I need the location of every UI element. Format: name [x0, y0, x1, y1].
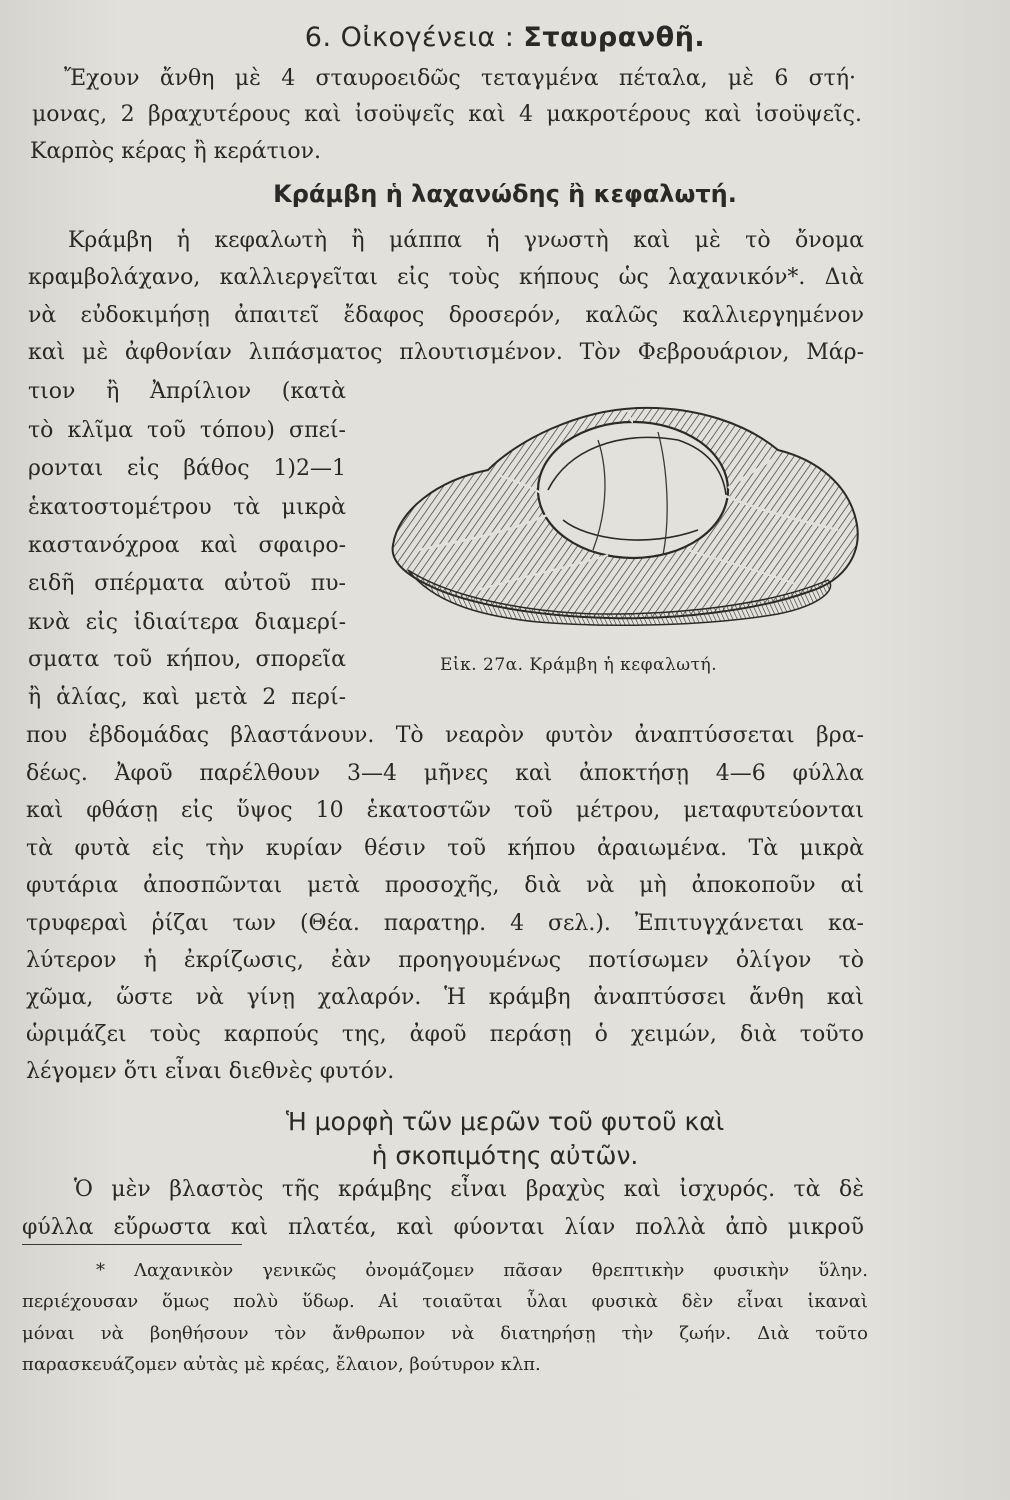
body-line: δέως. Ἀφοῦ παρέλθουν 3—4 μῆνες καὶ ἀποκτήσῃ 4—6 φύλλα: [26, 761, 864, 786]
column-line: κνὰ εἰς ἰδιαίτερα διαμερί-: [28, 610, 346, 635]
body-line: λέγομεν ὅτι εἶναι διεθνὲς φυτόν.: [26, 1059, 395, 1084]
footnote-line: περιέχουσαν ὅμως πολὺ ὕδωρ. Αἱ τοιαῦται ὗλαι φυσικὰ δὲν εἶναι ἱκαναὶ: [22, 1291, 868, 1312]
body-line: που ἑβδομάδας βλαστάνουν. Τὸ νεαρὸν φυτὸν ἀναπτύσσεται βρα-: [26, 723, 864, 748]
body-line: Κράμβη ἡ κεφαλωτὴ ἢ μάππα ἡ γνωστὴ καὶ μὲ τὸ ὄνομα: [68, 228, 864, 253]
body-line: καὶ μὲ ἀφθονίαν λιπάσματος πλουτισμένον. Τὸν Φεβρουάριον, Μάρ-: [28, 340, 864, 365]
intro-line: Καρπὸς κέρας ἢ κεράτιον.: [30, 139, 322, 164]
body-line: τρυφεραὶ ῥίζαι των (Θέα. παρατηρ. 4 σελ.). Ἐπιτυγχάνεται κα-: [26, 911, 864, 936]
family-heading-name: Σταυρανθῆ.: [523, 22, 706, 53]
body-line: Ὁ μὲν βλαστὸς τῆς κράμβης εἶναι βραχὺς καὶ ἰσχυρός. τὰ δὲ: [74, 1177, 864, 1202]
column-line: σματα τοῦ κήπου, σπορεῖα: [28, 647, 346, 672]
intro-line: μονας, 2 βραχυτέρους καὶ ἰσοϋψεῖς καὶ 4 μακροτέρους καὶ ἰσοϋψεῖς.: [32, 102, 862, 127]
section-heading-line: ἡ σκοπιμότης αὐτῶν.: [371, 1141, 639, 1170]
body-line: λύτερον ἡ ἐκρίζωσις, ἐὰν προηγουμένως ποτίσωμεν ὀλίγον τὸ: [26, 948, 864, 973]
cabbage-illustration: [378, 370, 868, 650]
column-line: ἑκατοστομέτρου τὰ μικρὰ: [28, 495, 346, 520]
body-line: καὶ φθάσῃ εἰς ὕψος 10 ἑκατοστῶν τοῦ μέτρου, μεταφυτεύονται: [26, 798, 864, 823]
section-heading-line: Ἡ μορφὴ τῶν μερῶν τοῦ φυτοῦ καὶ: [285, 1107, 725, 1136]
footnote-line: μόναι νὰ βοηθήσουν τὸν ἄνθρωπον νὰ διατηρήσῃ τὴν ζωήν. Διὰ τοῦτο: [22, 1323, 868, 1344]
family-heading-prefix: 6. Οἰκογένεια :: [304, 22, 515, 53]
subheading: Κράμβη ἡ λαχανώδης ἢ κεφαλωτή.: [273, 180, 737, 208]
body-line: φύλλα εὔρωστα καὶ πλατέα, καὶ φύονται λίαν πολλὰ ἀπὸ μικροῦ: [22, 1215, 864, 1240]
column-line: τὸ κλῖμα τοῦ τόπου) σπεί-: [28, 418, 346, 443]
footnote-line: παρασκευάζομεν αὐτὰς μὲ κρέας, ἔλαιον, βούτυρον κλπ.: [22, 1354, 541, 1375]
family-heading: [0, 22, 1010, 53]
body-line: τὰ φυτὰ εἰς τὴν κυρίαν θέσιν τοῦ κήπου ἀραιωμένα. Τὰ μικρὰ: [26, 836, 864, 861]
column-line: καστανόχροα καὶ σφαιρο-: [28, 533, 346, 558]
body-line: φυτάρια ἀποσπῶνται μετὰ προσοχῆς, διὰ νὰ μὴ ἀποκοποῦν αἱ: [26, 873, 864, 898]
body-line: νὰ εὐδοκιμήσῃ ἀπαιτεῖ ἔδαφος δροσερόν, καλῶς καλλιεργημένον: [28, 303, 864, 328]
column-line: ρονται εἰς βάθος 1)2—1: [28, 456, 346, 481]
column-line: ἢ ἁλίας, καὶ μετὰ 2 περί-: [28, 685, 346, 710]
column-line: ειδῆ σπέρματα αὐτοῦ πυ-: [28, 571, 346, 596]
body-line: χῶμα, ὥστε νὰ γίνῃ χαλαρόν. Ἡ κράμβη ἀναπτύσσει ἄνθη καὶ: [26, 985, 864, 1010]
figure-caption: Εἰκ. 27α. Κράμβη ἡ κεφαλωτή.: [440, 655, 718, 675]
column-line: τιον ἢ Ἀπρίλιον (κατὰ: [28, 379, 346, 404]
body-line: ὡριμάζει τοὺς καρπούς της, ἀφοῦ περάσῃ ὁ χειμών, διὰ τοῦτο: [26, 1022, 864, 1047]
intro-line: Ἔχουν ἄνθη μὲ 4 σταυροειδῶς τεταγμένα πέταλα, μὲ 6 στή·: [64, 66, 856, 91]
footnote-line: * Λαχανικὸν γενικῶς ὀνομάζομεν πᾶσαν θρεπτικὴν φυσικὴν ὕλην.: [96, 1260, 868, 1281]
footnote-rule: [22, 1244, 242, 1245]
body-line: κραμβολάχανο, καλλιεργεῖται εἰς τοὺς κήπους ὡς λαχανικόν*. Διὰ: [28, 265, 864, 290]
